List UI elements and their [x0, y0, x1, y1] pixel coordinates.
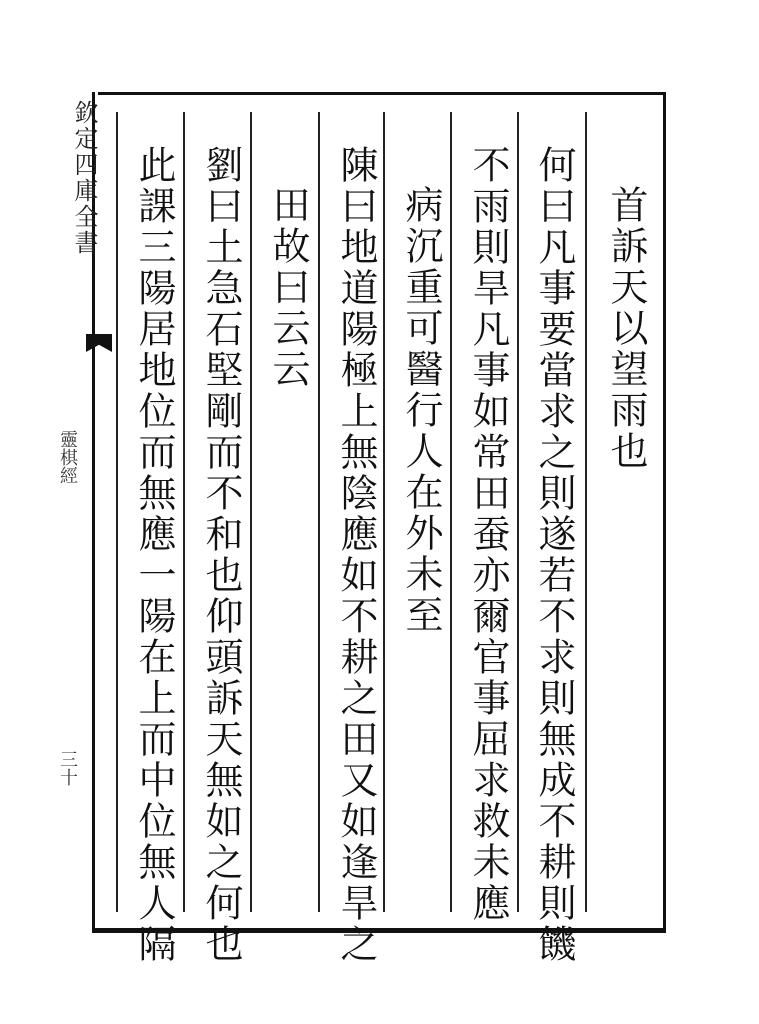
text-column-1: 首訴天以望雨也 [604, 185, 648, 472]
text-column-5: 陳曰地道陽極上無陰應如不耕之田又如逢旱之 [334, 145, 378, 965]
column-rule [585, 112, 587, 912]
page-number: 三十 [57, 750, 78, 786]
border-top [98, 92, 666, 95]
column-rule [517, 112, 519, 912]
column-rule [450, 112, 452, 912]
border-right [663, 92, 666, 932]
column-rule [183, 112, 185, 912]
text-column-6: 田故曰云云 [266, 185, 310, 390]
text-column-4: 病沉重可醫行人在外未至 [399, 185, 443, 636]
fish-tail-mark-icon [86, 334, 112, 352]
text-column-2: 何曰凡事要當求之則遂若不求則無成不耕則饑 [532, 145, 576, 965]
column-rule [116, 112, 118, 912]
book-title: 靈棋經 [57, 430, 78, 484]
column-rule [318, 112, 320, 912]
column-rule [250, 112, 252, 912]
text-column-7: 劉曰土急石堅剛而不和也仰頭訴天無如之何也 [199, 145, 243, 965]
text-column-3: 不雨則旱凡事如常田蚕亦爾官事屈求救未應 [466, 145, 510, 924]
text-column-8: 此課三陽居地位而無應一陽在上而中位無人隔 [132, 145, 176, 965]
collection-title: 欽定四庫全書 [70, 100, 98, 256]
column-rule [383, 112, 385, 912]
